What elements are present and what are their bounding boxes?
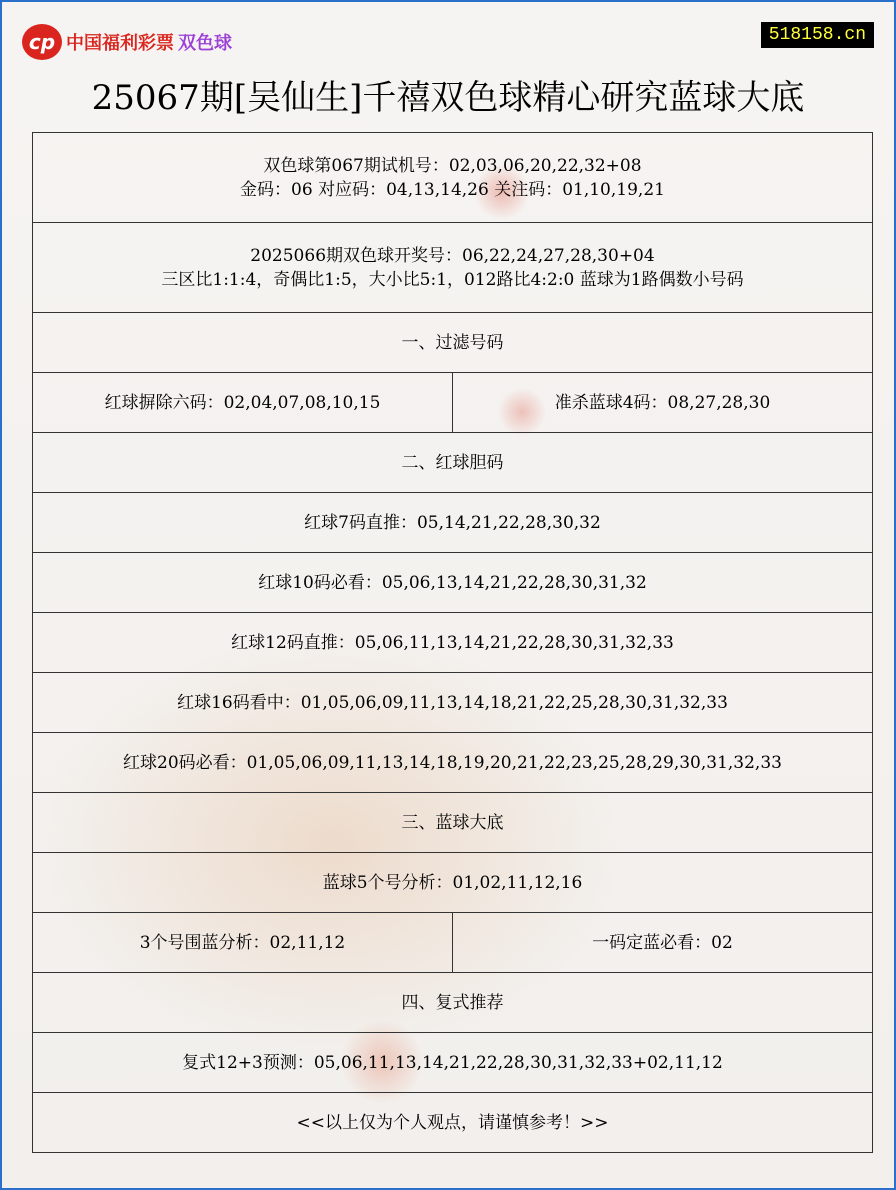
blue1-cell: 一码定蓝必看：02 xyxy=(453,913,873,973)
trial-numbers-cell xyxy=(33,133,873,223)
disclaimer: <<以上仅为个人观点，请谨慎参考！>> xyxy=(33,1093,873,1153)
ratio-line: 三区比1:1:4，奇偶比1:5，大小比5:1，012路比4:2:0 蓝球为1路偶数小号码 xyxy=(161,269,744,290)
blue3-cell: 3个号围蓝分析：02,11,12 xyxy=(33,913,453,973)
draw-line: 2025066期双色球开奖号：06,22,24,27,28,30+04 xyxy=(250,245,655,266)
logo-text-ssq: 双色球 xyxy=(178,33,232,54)
red16-cell: 红球16码看中：01,05,06,09,11,13,14,18,21,22,25,28,30,31,32,33 xyxy=(33,673,873,733)
trial-line: 双色球第067期试机号：02,03,06,20,22,32+08 xyxy=(263,155,642,176)
combo-cell: 复式12+3预测：05,06,11,13,14,21,22,28,30,31,32,33+02,11,12 xyxy=(33,1033,873,1093)
section-heading: 一、过滤号码 xyxy=(33,313,873,373)
red10-cell: 红球10码必看：05,06,13,14,21,22,28,30,31,32 xyxy=(33,553,873,613)
red12-cell: 红球12码直推：05,06,11,13,14,21,22,28,30,31,32,33 xyxy=(33,613,873,673)
blue5-cell: 蓝球5个号分析：01,02,11,12,16 xyxy=(33,853,873,913)
page-title: 25067期[吴仙生]千禧双色球精心研究蓝球大底 xyxy=(91,78,805,118)
section-heading: 四、复式推荐 xyxy=(33,973,873,1033)
blue-kill-cell: 准杀蓝球4码：08,27,28,30 xyxy=(453,373,873,433)
prediction-table xyxy=(32,132,873,1153)
gold-code-line: 金码：06 对应码：04,13,14,26 关注码：01,10,19,21 xyxy=(240,179,665,200)
red7-cell: 红球7码直推：05,14,21,22,28,30,32 xyxy=(33,493,873,553)
section-heading: 三、蓝球大底 xyxy=(33,793,873,853)
section-heading: 二、红球胆码 xyxy=(33,433,873,493)
draw-result-cell xyxy=(33,223,873,313)
red20-cell: 红球20码必看：01,05,06,09,11,13,14,18,19,20,21,22,23,25,28,29,30,31,32,33 xyxy=(33,733,873,793)
red-exclude-cell: 红球摒除六码：02,04,07,08,10,15 xyxy=(33,373,453,433)
welfare-lottery-logo-icon: cp xyxy=(22,24,62,60)
site-badge: 518158.cn xyxy=(761,22,874,48)
logo-text: 中国福利彩票 xyxy=(66,33,174,54)
logo xyxy=(22,24,232,60)
